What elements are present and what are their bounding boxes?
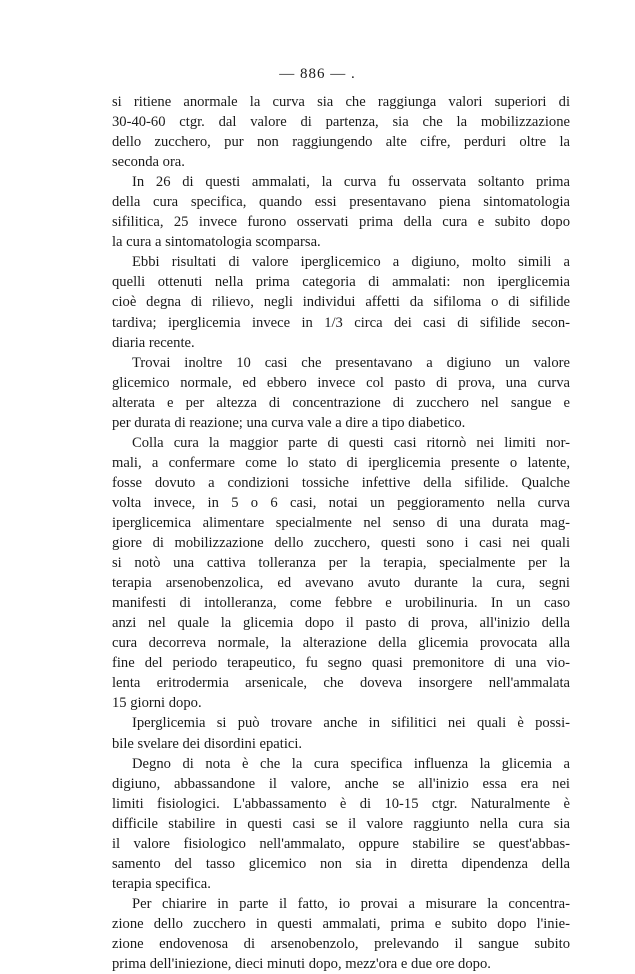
paragraph (112, 894, 570, 974)
text-line: sifilitica, 25 invece furono osservati prima della cura e subito dopo (112, 214, 570, 231)
paragraph (112, 252, 570, 352)
text-line: Ebbi risultati di valore iperglicemico a digiuno, molto simili a (132, 254, 570, 271)
text-line: si notò una cattiva tolleranza per la terapia, specialmente per la (112, 555, 570, 572)
paragraph (112, 754, 570, 894)
text-line: il valore fisiologico nell'ammalato, oppure stabilire se quest'abbas- (112, 835, 570, 852)
text-line: iperglicemica alimentare specialmente nel senso di una durata mag- (112, 514, 570, 531)
text-line: 15 giorni dopo. (112, 695, 202, 712)
text-line: terapia arsenobenzolica, ed avevano avuto durante la cura, segni (112, 575, 570, 592)
text-line: Colla cura la maggior parte di questi casi ritornò nei limiti nor- (132, 434, 570, 451)
text-line: quelli ottenuti nella prima categoria di ammalati: non iperglicemia (112, 274, 570, 291)
text-line: Trovai inoltre 10 casi che presentavano a digiuno un valore (132, 354, 570, 371)
paragraph (112, 92, 570, 172)
text-line: alterata e per altezza di concentrazione di zucchero nel sangue e (112, 394, 570, 411)
text-line: la cura a sintomatologia scomparsa. (112, 234, 321, 251)
text-line: manifesti di intolleranza, come febbre e urobilinuria. In un caso (112, 595, 570, 612)
text-line: 30-40-60 ctgr. dal valore di partenza, sia che la mobilizzazione (112, 114, 570, 131)
text-line: anzi nel quale la glicemia dopo il pasto di prova, all'inizio della (112, 615, 570, 632)
body-text (112, 92, 570, 974)
text-line: In 26 di questi ammalati, la curva fu osservata soltanto prima (132, 174, 570, 191)
paragraph (112, 713, 570, 753)
paragraph (112, 433, 570, 714)
text-line: bile svelare dei disordini epatici. (112, 735, 303, 752)
text-line: difficile stabilire in questi casi se il valore raggiunto nella cura sia (112, 815, 570, 832)
text-line: per durata di reazione; una curva vale a dire a tipo diabetico. (112, 414, 466, 431)
text-line: lenta eritrodermia arsenicale, che doveva insorgere nell'ammalata (112, 675, 570, 692)
text-line: fosse dovuto a condizioni tossiche infettive della sifilide. Qualche (112, 474, 570, 491)
text-line: cioè degna di rilievo, negli individui affetti da sifiloma o di sifilide (112, 294, 570, 311)
text-line: zione endovenosa di arsenobenzolo, prelevando il sangue subito (112, 935, 570, 952)
text-line: giore di mobilizzazione dello zucchero, questi sono i casi nei quali (112, 535, 570, 552)
text-line: limiti fisiologici. L'abbassamento è di 10-15 ctgr. Naturalmente è (112, 795, 570, 812)
text-line: zione dello zucchero in questi ammalati, prima e subito dopo l'inie- (112, 915, 570, 932)
text-line: seconda ora. (112, 154, 185, 171)
text-line: della cura specifica, quando essi presentavano piena sintomatologia (112, 194, 570, 211)
page-number: — 886 — . (279, 66, 356, 82)
text-line: Degno di nota è che la cura specifica influenza la glicemia a (132, 755, 570, 772)
paragraph (112, 353, 570, 433)
text-line: digiuno, abbassandone il valore, anche se all'inizio essa era nei (112, 775, 570, 792)
text-line: samento del tasso glicemico non sia in diretta dipendenza della (112, 855, 570, 872)
text-line: tardiva; iperglicemia invece in 1/3 circa dei casi di sifilide secon- (112, 314, 570, 331)
text-line: mali, a confermare come lo stato di iperglicemia presente o latente, (112, 454, 570, 471)
text-line: fine del periodo terapeutico, fu segno quasi premonitore di una vio- (112, 655, 570, 672)
text-line: dello zucchero, pur non raggiungendo alte cifre, perduri oltre la (112, 134, 570, 151)
text-line: diaria recente. (112, 334, 195, 351)
text-line: prima dell'iniezione, dieci minuti dopo, mezz'ora e due ore dopo. (112, 956, 491, 973)
text-line: glicemico normale, ed ebbero invece col pasto di prova, una curva (112, 374, 570, 391)
text-line: Per chiarire in parte il fatto, io provai a misurare la concentra- (132, 895, 570, 912)
paragraph (112, 172, 570, 252)
text-line: cura decorreva normale, la alterazione della glicemia provocata alla (112, 635, 570, 652)
text-line: terapia specifica. (112, 875, 211, 892)
text-line: volta invece, in 5 o 6 casi, notai un peggioramento nella curva (112, 494, 570, 511)
text-line: Iperglicemia si può trovare anche in sifilitici nei quali è possi- (132, 715, 570, 732)
text-line: si ritiene anormale la curva sia che raggiunga valori superiori di (112, 94, 570, 110)
